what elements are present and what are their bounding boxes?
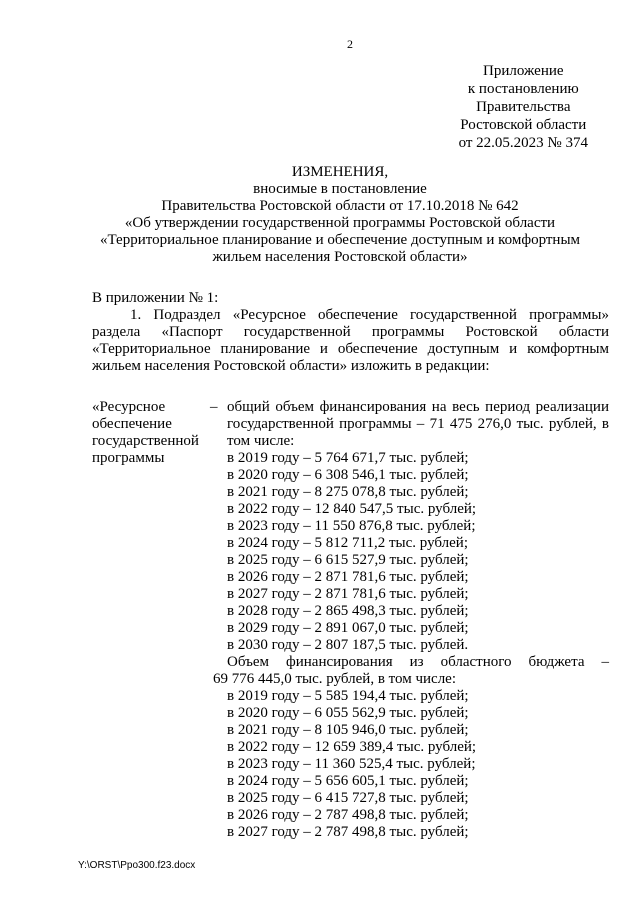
year-line: в 2021 году – 8 105 946,0 тыс. рублей; [227,722,469,738]
table-left-label [92,399,214,467]
appendix-line: Приложение [483,63,564,79]
year-line: в 2029 году – 2 891 067,0 тыс. рублей; [227,620,469,636]
year-line: в 2020 году – 6 308 546,1 тыс. рублей; [227,467,469,483]
year-line: в 2027 году – 2 871 781,6 тыс. рублей; [227,586,469,602]
title-line: «Территориальное планирование и обеспечение доступным и комфортным [99,232,581,248]
label-line: государственной [92,433,199,449]
document-title [60,164,620,266]
year-line: в 2024 году – 5 656 605,1 тыс. рублей; [227,773,469,789]
paragraph-1: 1. Подраздел «Ресурсное обеспечение государственной программы» раздела «Паспорт государственной программы Ростовской области «Территориальное планирование и обеспечение доступным и комфортным жильем населения Ростовской области» изложить в редакции: [92,307,609,374]
year-line: в 2025 году – 6 615 527,9 тыс. рублей; [227,552,469,568]
file-path-footer: Y:\ORST\Ppo300.f23.docx [78,860,196,871]
year-line: в 2026 году – 2 787 498,8 тыс. рублей; [227,807,469,823]
label-line: обеспечение [92,416,172,432]
regional-financing-line: Объем финансирования из областного бюджета – [227,654,609,670]
title-line: вносимые в постановление [253,181,427,197]
year-line: в 2024 году – 5 812 711,2 тыс. рублей; [227,535,468,551]
year-line: в 2019 году – 5 585 194,4 тыс. рублей; [227,688,469,704]
year-line: в 2019 году – 5 764 671,7 тыс. рублей; [227,450,469,466]
appendix-line: Правительства [476,99,571,115]
year-line: в 2022 году – 12 659 389,4 тыс. рублей; [227,739,477,755]
year-line: в 2025 году – 6 415 727,8 тыс. рублей; [227,790,469,806]
year-line: в 2020 году – 6 055 562,9 тыс. рублей; [227,705,469,721]
title-line: жильем населения Ростовской области» [212,249,468,265]
regional-financing-total: 69 776 445,0 тыс. рублей, в том числе: [213,671,457,687]
title-line: ИЗМЕНЕНИЯ, [291,164,389,180]
label-line: программы [92,450,165,466]
year-line: в 2026 году – 2 871 781,6 тыс. рублей; [227,569,469,585]
year-line: в 2027 году – 2 787 498,8 тыс. рублей; [227,824,469,840]
table-right-content [213,399,609,841]
appendix-line: от 22.05.2023 № 374 [458,135,588,151]
year-line: в 2021 году – 8 275 078,8 тыс. рублей; [227,484,469,500]
year-line: в 2028 году – 2 865 498,3 тыс. рублей; [227,603,469,619]
table-dash: – [210,399,218,415]
year-line: в 2022 году – 12 840 547,5 тыс. рублей; [227,501,477,517]
intro-text: В приложении № 1: [92,290,219,306]
label-line: «Ресурсное [92,399,166,415]
page-number: 2 [347,37,353,51]
appendix-line: к постановлению [467,81,579,97]
year-line: в 2030 году – 2 807 187,5 тыс. рублей. [227,637,469,653]
title-line: «Об утверждении государственной программы Ростовской области [124,215,556,231]
total-financing-text: общий объем финансирования на весь период реализации государственной программы – 71 475 276,0 тыс. рублей, в том числе: [227,399,609,449]
appendix-line: Ростовской области [460,117,587,133]
appendix-block [459,62,588,152]
year-line: в 2023 году – 11 360 525,4 тыс. рублей; [227,756,476,772]
year-line: в 2023 году – 11 550 876,8 тыс. рублей; [227,518,476,534]
title-line: Правительства Ростовской области от 17.10.2018 № 642 [161,198,519,214]
